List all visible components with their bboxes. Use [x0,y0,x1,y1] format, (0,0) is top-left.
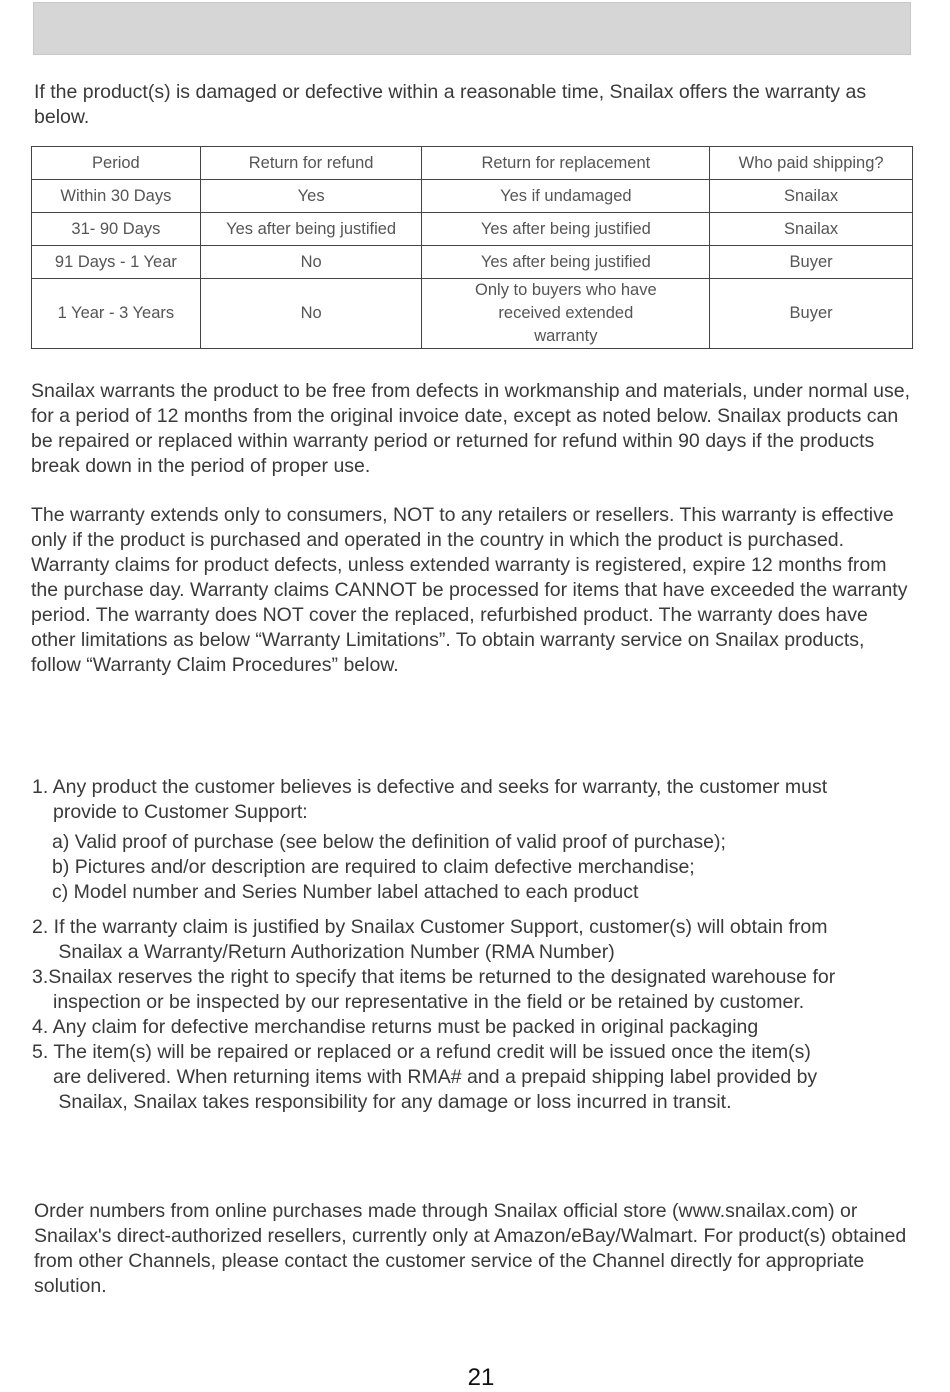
sublist-item: b) Pictures and/or description are required to claim defective merchandise; [52,856,695,878]
table-row [32,246,913,279]
sublist-item: c) Model number and Series Number label attached to each product [52,881,639,903]
list-item-line: 4. Any claim for defective merchandise returns must be packed in original packaging [32,1016,759,1038]
intro-text: If the product(s) is damaged or defective within a reasonable time, Snailax offers the warranty as below. [34,81,867,128]
list-item [32,1015,922,1040]
sublist [32,830,922,905]
section-header-bar [33,2,911,55]
table-cell: Only to buyers who have received extended warranty [422,279,710,349]
list-item-line: Snailax, Snailax takes responsibility for any damage or loss incurred in transit. [53,1091,732,1113]
warranty-table [31,146,913,349]
warranty-terms-paragraph: The warranty extends only to consumers, NOT to any retailers or resellers. This warranty is effective only if the product is purchased and operated in the country in which the product is purchased. Warranty claims for product defects, unless extended warranty is registered, expire 12 months from the purchase day. Warranty claims CANNOT be processed for items that have exceeded the warranty period. The warranty does NOT cover the replaced, refurbished product. The warranty does have other limitations as below “Warranty Limitations”. To obtain warranty service on Snailax products, follow “Warranty Claim Procedures” below. [31,504,908,676]
table-cell: Buyer [710,246,913,279]
list-item-line: inspection or be inspected by our representative in the field or be retained by customer. [53,991,805,1013]
warranty-paragraph: Snailax warrants the product to be free from defects in workmanship and materials, under normal use, for a period of 12 months from the original invoice date, except as noted below. Snailax products can be repaired or replaced within warranty period or returned for refund within 90 days if the products break down in the period of proper use. [31,380,911,477]
table-row [32,279,913,349]
table-row [32,213,913,246]
table-cell: Yes after being justified [422,246,710,279]
sublist-item: a) Valid proof of purchase (see below the definition of valid proof of purchase); [52,831,726,853]
table-cell: Yes after being justified [422,213,710,246]
list-item-line: 1. Any product the customer believes is defective and seeks for warranty, the customer must [32,776,828,798]
table-cell: Snailax [710,213,913,246]
table-cell: Yes if undamaged [422,180,710,213]
claim-procedures-list [32,775,922,905]
page-number: 21 [467,1364,495,1391]
header-cell: Period [32,147,201,180]
table-cell: Buyer [710,279,913,349]
list-item-line: 5. The item(s) will be repaired or replaced or a refund credit will be issued once the item(s) [32,1041,811,1063]
header-cell: Return for refund [200,147,422,180]
list-item-line: provide to Customer Support: [53,801,308,823]
header-cell: Who paid shipping? [710,147,913,180]
list-item-line: 2. If the warranty claim is justified by Snailax Customer Support, customer(s) will obtain from [32,916,828,938]
list-item-line: Snailax a Warranty/Return Authorization Number (RMA Number) [53,941,615,963]
table-cell: No [200,246,422,279]
table-cell: Yes [200,180,422,213]
list-item [32,1040,922,1115]
list-item [32,775,922,905]
table-cell: Yes after being justified [200,213,422,246]
claim-procedures-list-continued [32,915,922,1115]
table-cell: No [200,279,422,349]
table-cell: 31- 90 Days [32,213,201,246]
order-numbers-note: Order numbers from online purchases made through Snailax official store (www.snailax.com) or Snailax's direct-authorized resellers, currently only at Amazon/eBay/Walmart. For product(s) obtained from other Channels, please contact the customer service of the Channel directly for appropriate solution. [34,1200,907,1297]
header-cell: Return for replacement [422,147,710,180]
table-cell: Snailax [710,180,913,213]
list-item-line: are delivered. When returning items with RMA# and a prepaid shipping label provided by [53,1066,818,1088]
list-item [32,965,922,1015]
table-row [32,180,913,213]
table-header-row [32,147,913,180]
list-item-line: 3.Snailax reserves the right to specify that items be returned to the designated warehouse for [32,966,836,988]
table-cell: Within 30 Days [32,180,201,213]
list-item [32,915,922,965]
table-cell: 1 Year - 3 Years [32,279,201,349]
table-cell: 91 Days - 1 Year [32,246,201,279]
